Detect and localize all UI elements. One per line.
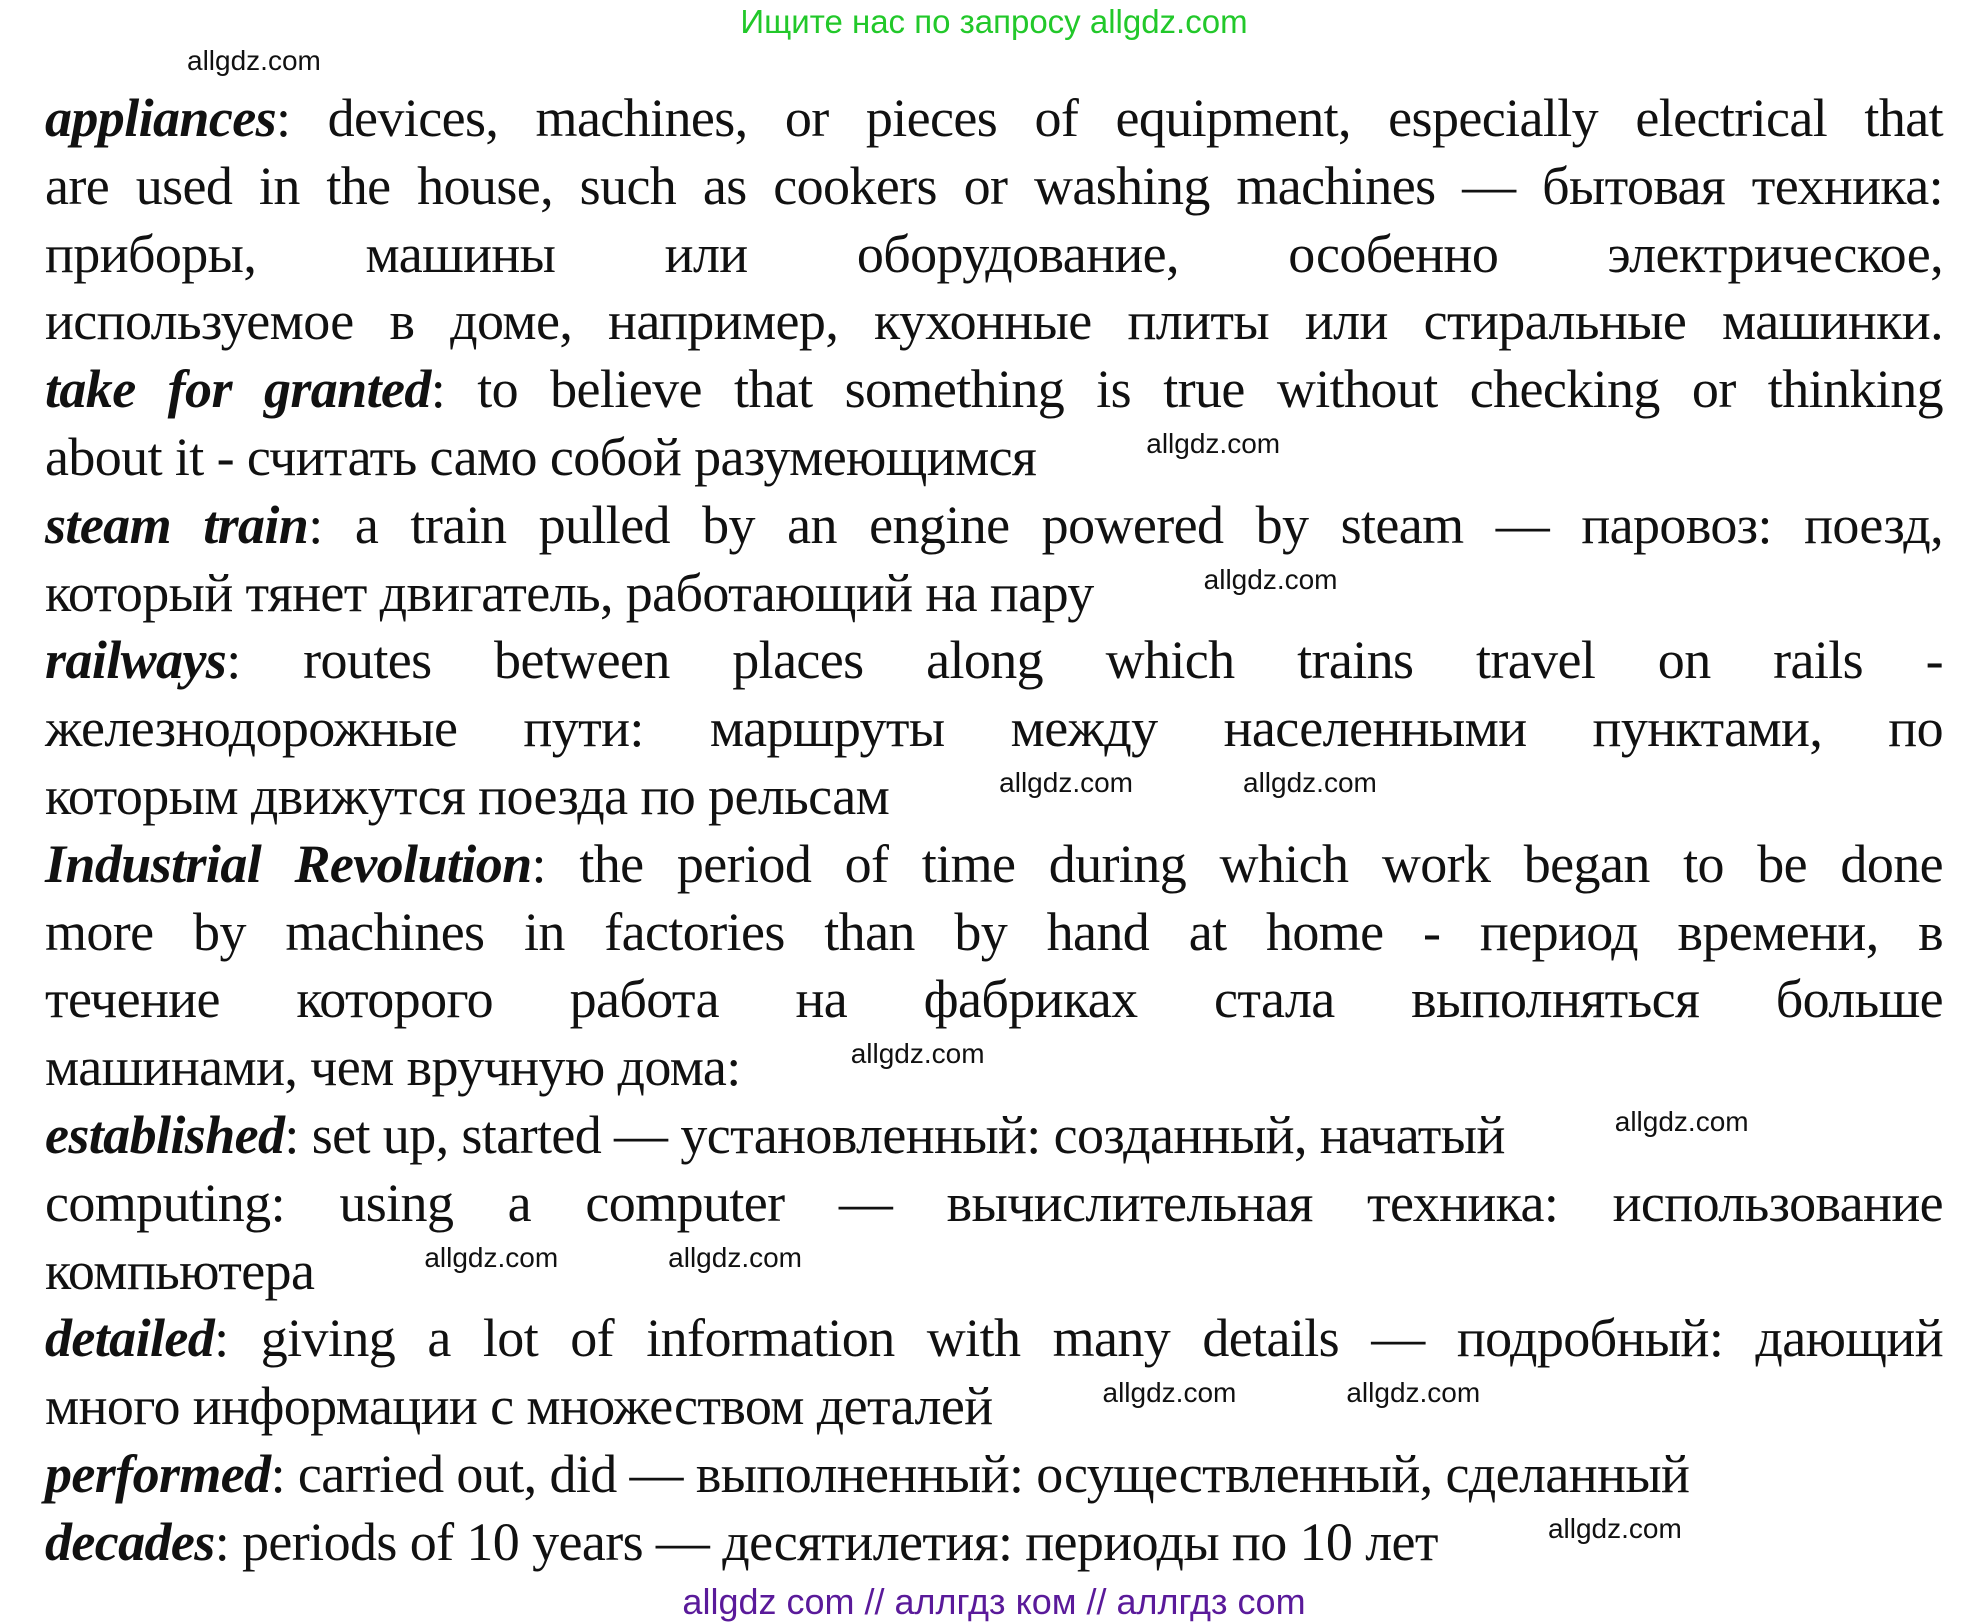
glossary-definition: are used in the house, such as cookers or washing machines — бытовая техника: [45,155,1943,216]
glossary-definition: computing: using a computer — вычислительная техника: использование [45,1172,1943,1233]
glossary-definition: который тянет двигатель, работающий на пару [45,562,1094,623]
glossary-continuation-line [45,1373,1943,1441]
glossary-definition: more by machines in factories than by hand at home - период времени, в [45,901,1943,962]
glossary-continuation-line [45,1170,1943,1238]
glossary-definition: : giving a lot of information with many details — подробный: дающий [214,1308,1943,1369]
watermark: allgdz.com [1547,1512,1682,1544]
glossary-continuation-line [45,763,1943,831]
glossary-continuation-line [45,560,1943,628]
watermark: allgdz.com [1146,427,1281,459]
glossary-definition: много информации с множеством деталей [45,1376,993,1437]
glossary-definition: : periods of 10 years — десятилетия: периоды по 10 лет [214,1511,1438,1572]
glossary-continuation-line [45,288,1943,356]
glossary-definition: : to believe that something is true without checking or thinking [430,359,1943,420]
glossary-definition: течение которого работа на фабриках стала выполняться больше [45,969,1943,1030]
watermark: allgdz.com [668,1241,803,1273]
site-footer: allgdz com // аллгдз ком // аллгдз com [682,1581,1306,1622]
watermark: allgdz.com [1346,1377,1481,1409]
watermark: allgdz.com [1614,1105,1749,1137]
glossary-definition: : set up, started — установленный: созданный, начатый [284,1104,1505,1165]
glossary-term: detailed [45,1308,215,1369]
glossary-continuation-line [45,424,1943,492]
glossary-entry-line [45,492,1943,560]
watermark: allgdz.com [187,45,321,76]
search-promo-header: Ищите нас по запросу allgdz.com [740,3,1248,40]
glossary-continuation-line [45,1238,1943,1306]
glossary-definition: машинами, чем вручную дома: [45,1037,741,1098]
glossary-continuation-line [45,153,1943,221]
glossary-definition: которым движутся поезда по рельсам [45,765,890,826]
glossary-continuation-line [45,899,1943,967]
watermark: allgdz.com [1243,766,1377,798]
glossary-definition: : devices, machines, or pieces of equipment, especially electrical that [276,88,1943,148]
glossary-continuation-line [45,1034,1943,1102]
glossary-entry-line [45,831,1943,899]
glossary-entry-line [45,1305,1943,1373]
watermark: allgdz.com [1102,1377,1237,1409]
glossary-term: Industrial Revolution [45,833,532,894]
glossary-entry-line [45,1102,1943,1170]
watermark: allgdz.com [999,766,1133,798]
glossary-term: take for granted [45,359,431,420]
glossary-definition: : carried out, did — выполненный: осуществленный, сделанный [270,1443,1690,1504]
glossary-definition: : a train pulled by an engine powered by steam — паровоз: поезд, [308,494,1943,555]
glossary-definition: используемое в доме, например, кухонные плиты или стиральные машинки. [45,291,1943,352]
glossary-entry-line [45,356,1943,424]
glossary-term: appliances [45,88,276,148]
glossary-text [45,85,1943,1577]
watermark: allgdz.com [424,1241,559,1273]
glossary-entry-line [45,1509,1943,1577]
glossary-definition: компьютера [45,1240,315,1301]
glossary-entry-line [45,627,1943,695]
glossary-definition: железнодорожные пути: маршруты между населенными пунктами, по [45,698,1943,759]
glossary-term: decades [45,1511,215,1572]
glossary-definition: : routes between places along which trains travel on rails - [226,630,1943,691]
glossary-term: railways [45,630,227,691]
glossary-entry-line [45,85,1943,153]
glossary-continuation-line [45,966,1943,1034]
glossary-entry-line [45,1441,1943,1509]
glossary-term: steam train [45,494,309,555]
glossary-definition: приборы, машины или оборудование, особенно электрическое, [45,223,1943,284]
glossary-continuation-line [45,695,1943,763]
glossary-term: established [45,1104,285,1165]
glossary-term: performed [45,1443,271,1504]
watermark: allgdz.com [1203,563,1338,595]
watermark: allgdz.com [850,1038,985,1070]
glossary-definition: : the period of time during which work began to be done [531,833,1943,894]
glossary-continuation-line [45,221,1943,289]
glossary-definition: about it - считать само собой разумеющимся [45,426,1037,487]
